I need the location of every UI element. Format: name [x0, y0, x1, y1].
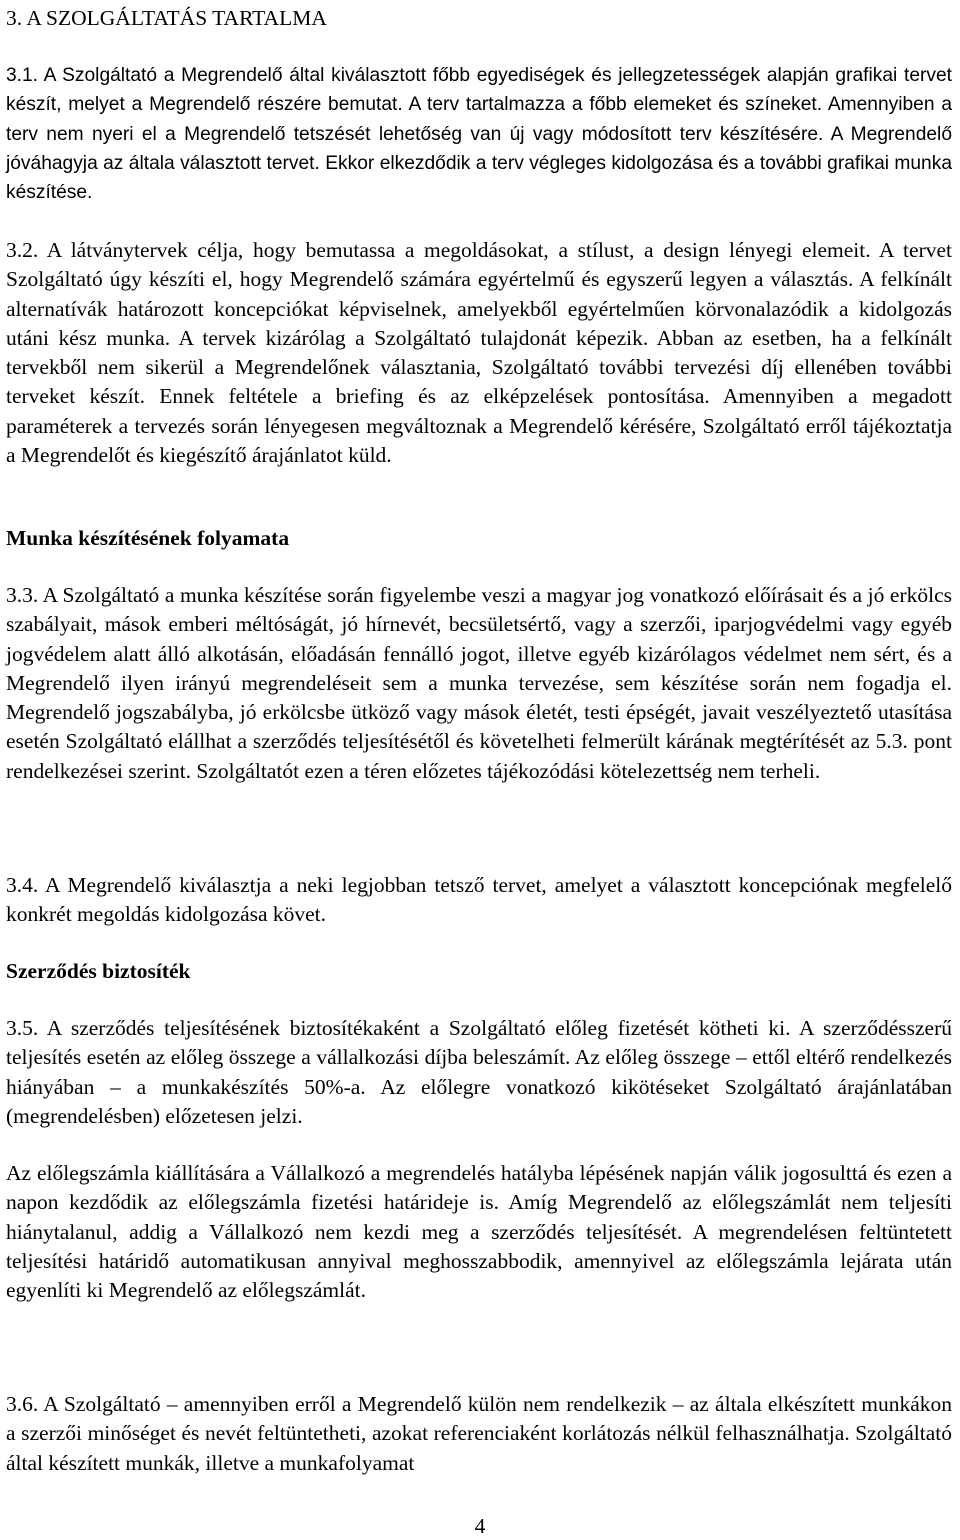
paragraph-3-4: 3.4. A Megrendelő kiválasztja a neki legjobban tetsző tervet, amelyet a választott koncepciónak megfelelő konkrét megoldás kidolgozása követ. [6, 873, 952, 927]
page-number: 4 [474, 1514, 486, 1538]
paragraph-3-1: 3.1. A Szolgáltató a Megrendelő által kiválasztott főbb egyediségek és jellegzetességek alapján grafikai tervet készít, melyet a Megrendelő részére bemutat. A terv tartalmazza a főbb elemeket és színeket. Amennyiben a terv nem nyeri el a Megrendelő tetszését lehetőség van új vagy módosított terv készítésére. A Megrendelő jóváhagyja az általa választott tervet. Ekkor elkezdődik a terv végleges kidolgozása és a további grafikai munka készítése. [6, 65, 952, 204]
paragraph-3-6: 3.6. A Szolgáltató – amennyiben erről a Megrendelő külön nem rendelkezik – az általa elkészített munkákon a szerzői minőséget és nevét feltüntetheti, azokat referenciaként korlátozás nélkül felhasználhatja. Szolgáltató által készített munkák, illetve a munkafolyamat [6, 1392, 952, 1475]
paragraph-3-3: 3.3. A Szolgáltató a munka készítése során figyelembe veszi a magyar jog vonatkozó előírásait és a jó erkölcs szabályait, mások emberi méltóságát, jó hírnevét, becsületsértő, vagy a szerzői, iparjogvédelmi vagy egyéb jogvédelem alatt álló alkotásán, előadásán fennálló jogot, illetve egyéb kizárólagos védelmet nem sért, és a Megrendelő ilyen irányú megrendeléseit sem a munka tervezése, sem készítése során nem fogadja el. Megrendelő jogszabályba, jó erkölcsbe ütköző vagy mások életét, testi épségét, javait veszélyeztető utasítása esetén Szolgáltató elállhat a szerződés teljesítésétől és követelheti felmerült kárának megtérítését az 5.3. pont rendelkezései szerint. Szolgáltatót ezen a téren előzetes tájékozódási kötelezettség nem terheli. [6, 583, 952, 783]
section-title: 3. A SZOLGÁLTATÁS TARTALMA [6, 6, 327, 30]
subtitle-contract-guarantee: Szerződés biztosíték [6, 959, 191, 983]
paragraph-advance-invoice: Az előlegszámla kiállítására a Vállalkozó a megrendelés hatályba lépésének napján válik jogosulttá és ezen a napon kezdődik az előlegszámla fizetési határideje is. Amíg Megrendelő az előlegszámlát nem teljesíti hiánytalanul, addig a Vállalkozó nem kezdi meg a szerződés teljesítését. A megrendelésen feltüntetett teljesítési határidő automatikusan annyival meghosszabbodik, amennyivel az előlegszámla lejárata után egyenlíti ki Megrendelő az előlegszámlát. [6, 1161, 952, 1303]
paragraph-3-5: 3.5. A szerződés teljesítésének biztosítékaként a Szolgáltató előleg fizetését kötheti ki. A szerződésszerű teljesítés esetén az előleg összege a vállalkozási díjba beleszámít. Az előleg összege – ettől eltérő rendelkezés hiányában – a munkakészítés 50%-a. Az előlegre vonatkozó kikötéseket Szolgáltató árajánlatában (megrendelésben) előzetesen jelzi. [6, 1016, 952, 1128]
paragraph-3-2: 3.2. A látványtervek célja, hogy bemutassa a megoldásokat, a stílust, a design lényegi elemeit. A tervet Szolgáltató úgy készíti el, hogy Megrendelő számára egyértelmű és egyszerű legyen a választás. A felkínált alternatívák határozott koncepciókat képviselnek, amelyekből egyértelműen körvonalazódik a kidolgozás utáni kész munka. A tervek kizárólag a Szolgáltató tulajdonát képezik. Abban az esetben, ha a felkínált tervekből nem sikerül a Megrendelőnek választania, Szolgáltató további tervezési díj ellenében további terveket készít. Ennek feltétele a briefing és az elképzelések pontosítása. Amennyiben a megadott paraméterek a tervezés során lényegesen megváltoznak a Megrendelő kérésére, Szolgáltató erről tájékoztatja a Megrendelőt és kiegészítő árajánlatot küld. [6, 238, 952, 468]
subtitle-work-process: Munka készítésének folyamata [6, 526, 290, 550]
